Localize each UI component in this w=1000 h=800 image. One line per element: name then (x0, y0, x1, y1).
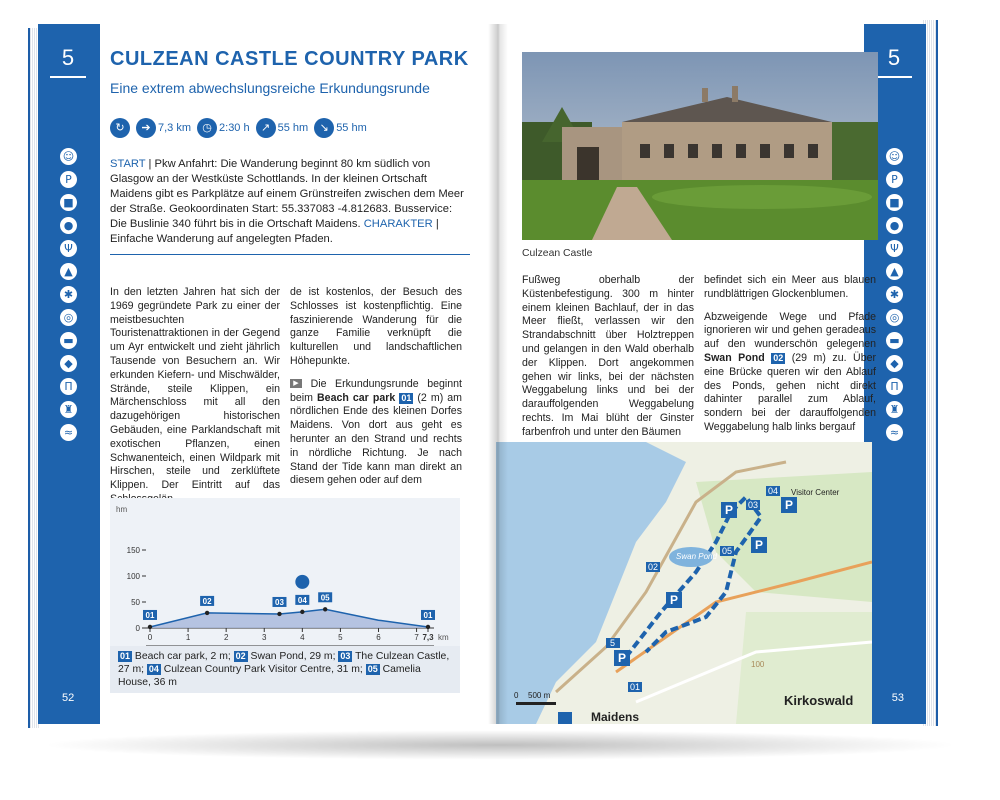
duration-value: 2:30 h (219, 122, 250, 134)
text-run: Abzweigende Wege und Pfade ignorieren wir und gehen geradeaus auf den wunderschön gelegenen (704, 310, 876, 351)
tour-number: 5 (876, 38, 912, 78)
bus-icon: ■ (886, 194, 903, 211)
waypoint-point (277, 612, 281, 616)
map-scale-zero: 0 (514, 691, 519, 700)
x-tick-label: 6 (376, 633, 381, 642)
x-tick-label: 5 (338, 633, 343, 642)
winter-icon: ✱ (60, 286, 77, 303)
x-tick-label: 0 (147, 633, 153, 642)
map-graphic (496, 442, 872, 724)
waypoint-point (205, 611, 209, 615)
swim-icon: ≈ (60, 424, 77, 441)
waypoint-label: 04 (297, 595, 307, 605)
map-scale: 500 m (528, 691, 551, 700)
dog-icon: ◆ (886, 355, 903, 372)
stat-distance (136, 118, 191, 138)
stat-duration (197, 118, 250, 138)
winter-icon: ✱ (886, 286, 903, 303)
y-axis-unit: hm (116, 505, 128, 514)
elevation-chart (110, 498, 460, 650)
x-tick-label: 7,3 (422, 633, 434, 642)
parking-icon: P (886, 171, 903, 188)
legend-waypoint-badge: 02 (235, 651, 246, 661)
y-tick-label: 150 (126, 546, 140, 555)
family-bear-icon: ☺ (886, 148, 903, 165)
svg-text:03: 03 (748, 500, 759, 510)
x-tick-label: 3 (262, 633, 267, 642)
map-place-maidens: Maidens (591, 710, 640, 724)
legend-items (118, 651, 449, 688)
map-visitor-center: Visitor Center (791, 488, 840, 497)
parking-icon: P (60, 171, 77, 188)
bus-icon: ■ (60, 194, 77, 211)
character-text: | Einfache Wanderung auf angelegten Pfaden. (110, 218, 439, 245)
waypoint-point (300, 610, 304, 614)
tower-icon: ♜ (60, 401, 77, 418)
x-tick-label: 4 (300, 633, 305, 642)
legend-waypoint-text: Camelia House, 36 m (118, 664, 421, 688)
body-paragraph: befindet sich ein Meer aus blauen rundblättrigen Glockenblumen. (704, 274, 876, 300)
svg-text:05: 05 (722, 546, 733, 556)
body-paragraph: Fußweg oberhalb der Küstenbefestigung. 300 m hinter einem kleinen Bachlauf, der in das Meer fließt, verlassen wir den Strandabschnitt über Holztreppen und gelangen in den Wald oberhalb der Klippen. Dort angekommen gehen wir links, bei der nächsten Weggabelung links und bei der darauffolgenden Weggabelung rechts. Im Mai blüht der Ginster farbenfroh und unter den Bäumen (522, 274, 694, 438)
stat-descent (314, 118, 367, 138)
legend-waypoint-badge: 04 (148, 664, 159, 674)
descent-icon: ↘ (314, 118, 334, 138)
waypoint-label: 05 (320, 593, 330, 603)
left-tour-sidebar (38, 24, 100, 724)
museum-icon: Π (60, 378, 77, 395)
waypoint-legend (110, 646, 460, 693)
train-icon: ▬ (60, 332, 77, 349)
waypoint-name: Swan Pond (704, 351, 765, 364)
svg-text:04: 04 (768, 486, 779, 496)
svg-text:01: 01 (630, 682, 641, 692)
stroller-icon: ● (886, 217, 903, 234)
legend-waypoint-text: The Culzean Castle, 27 m; (118, 651, 450, 675)
section-divider (110, 254, 470, 255)
body-column-4 (704, 274, 876, 444)
train-icon: ▬ (886, 332, 903, 349)
museum-icon: Π (886, 378, 903, 395)
waypoint-label: 01 (423, 610, 433, 620)
waypoint-label: 02 (202, 596, 212, 606)
map-swan-pond: Swan Pond (676, 552, 717, 561)
start-info (110, 157, 470, 247)
waypoint-label: 03 (275, 597, 284, 607)
tour-stats (110, 118, 367, 138)
x-axis-unit: km (438, 633, 449, 642)
waypoint-point (148, 625, 152, 629)
family-bear-icon: ☺ (60, 148, 77, 165)
summit-icon: ▲ (60, 263, 77, 280)
svg-text:P: P (618, 651, 627, 665)
body-column-3 (522, 274, 694, 449)
dog-icon: ◆ (60, 355, 77, 372)
start-text: | Pkw Anfahrt: Die Wanderung beginnt 80 km südlich von Glasgow an der Westküste Schottlands. In der kleinen Ortschaft Maidens gibt es Parkplätze auf einem Grünstreifen zwischen dem Meer der Straße. Geokoordinaten Start: 55.337083 -4.812683. Busservice: Die Buslinie 340 führt bis in die Ortschaft Maidens. (110, 158, 464, 230)
bike-icon: ◎ (60, 309, 77, 326)
y-tick-label: 50 (131, 598, 140, 607)
legend-waypoint-text: Beach car park, 2 m; (132, 651, 234, 662)
restaurant-icon: Ψ (60, 240, 77, 257)
right-page (496, 24, 926, 724)
tour-subtitle: Eine extrem abwechslungsreiche Erkundungsrunde (110, 80, 430, 96)
restaurant-icon: Ψ (886, 240, 903, 257)
legend-waypoint-text: Culzean Country Park Visitor Centre, 31 m; (160, 664, 366, 675)
castle-photo (522, 52, 878, 240)
tower-icon: ♜ (886, 401, 903, 418)
x-tick-label: 1 (185, 633, 191, 642)
waypoint-point (426, 625, 430, 629)
map-contour-label: 100 (751, 660, 765, 669)
body-column-1 (110, 286, 280, 516)
svg-text:P: P (725, 503, 734, 517)
signpost-icon: ➔ (136, 118, 156, 138)
waypoint-badge: 02 (773, 352, 784, 363)
legend-waypoint-badge: 01 (120, 651, 131, 661)
route-start-paragraph (290, 378, 462, 488)
feature-icons (886, 148, 906, 447)
map-route-label: 5 (610, 638, 616, 648)
tour-number: 5 (50, 38, 86, 78)
left-page (38, 24, 496, 724)
profile-area (150, 609, 428, 628)
waypoint-badge: 01 (401, 392, 412, 403)
svg-text:02: 02 (648, 562, 659, 572)
body-paragraph: In den letzten Jahren hat sich der 1969 gegründete Park zu einer der meistbesuchten Touristenattraktionen in der Gegend um Ayr entwickelt und zieht jährlich Tausende von Besuchern an. Wir erkunden Kiefern- und Mischwälder, Strände, steile Klippen, ein Märchenschloss mit all den dazugehörigen historischen Gebäuden, eine Parklandschaft mit exotischen Pflanzen, einen Schwanenteich, einen Wildpark mit Hirschen, steile und zerklüftete Klippen. Der Eintritt auf das (110, 286, 280, 492)
tour-title: CULZEAN CASTLE COUNTRY PARK (110, 48, 469, 70)
elevation-profile (110, 498, 460, 650)
y-tick-label: 0 (135, 624, 140, 633)
summit-icon: ▲ (886, 263, 903, 280)
svg-text:P: P (755, 538, 764, 552)
waypoint-label: 01 (145, 610, 155, 620)
clock-icon: ◷ (197, 118, 217, 138)
route-paragraph (704, 311, 876, 435)
legend-waypoint-text: Swan Pond, 29 m; (247, 651, 339, 662)
y-tick-label: 100 (126, 572, 140, 581)
book-shadow (40, 730, 960, 760)
page-number-left: 52 (62, 692, 75, 704)
waypoint-point (323, 607, 327, 611)
body-paragraph: de ist kostenlos, der Besuch des Schlosses ist kostenpflichtig. Eine faszinierende Wanderung für die ganze Familie verknüpft die kulturellen und landschaftlichen Höhepunkte. (290, 286, 462, 367)
x-tick-label: 7 (414, 633, 419, 642)
waypoint-name: Beach car park (317, 391, 396, 404)
text-run: (29 m) zu. Über eine Brücke queren wir den Ablauf des Ponds, gehen nicht direkt dahinter parallel zum Ablauf, sondern bei der darauffolgenden Weggabelung halb links bergauf (704, 351, 877, 433)
distance-value: 7,3 km (158, 122, 192, 134)
svg-text:P: P (670, 593, 679, 607)
character-label: CHARAKTER (363, 218, 433, 230)
bike-icon: ◎ (886, 309, 903, 326)
svg-text:P: P (785, 498, 794, 512)
page-number-right: 53 (891, 692, 904, 704)
route-map (496, 442, 872, 724)
swim-icon: ≈ (886, 424, 903, 441)
feature-icons (60, 148, 80, 447)
descent-value: 55 hm (336, 122, 367, 134)
photo-caption: Culzean Castle (522, 248, 593, 259)
start-label: START (110, 158, 146, 170)
play-marker-icon: ▶ (290, 379, 302, 388)
text-run: Die Erkundungsrunde beginnt beim (290, 377, 462, 404)
fork-knife-icon (295, 575, 309, 589)
legend-waypoint-badge: 05 (367, 664, 378, 674)
ascent-icon: ↗ (256, 118, 276, 138)
body-column-2 (290, 286, 462, 497)
x-tick-label: 2 (223, 633, 229, 642)
loop-icon: ↻ (110, 118, 130, 138)
stroller-icon: ● (60, 217, 77, 234)
text-run: (2 m) am nördlichen Ende des kleinen Dorfes Maidens. Von dort aus geht es herunter an den Strand und rechts in nördliche Richtung. Je nach Stand der Tide kann man direkt an diesem gehen oder auf dem (290, 391, 463, 487)
stat-ascent (256, 118, 309, 138)
book-gutter (488, 24, 508, 724)
castle-illustration (522, 52, 878, 240)
legend-waypoint-badge: 03 (340, 651, 351, 661)
ascent-value: 55 hm (277, 122, 309, 134)
map-place-kirkoswald: Kirkoswald (784, 693, 854, 708)
